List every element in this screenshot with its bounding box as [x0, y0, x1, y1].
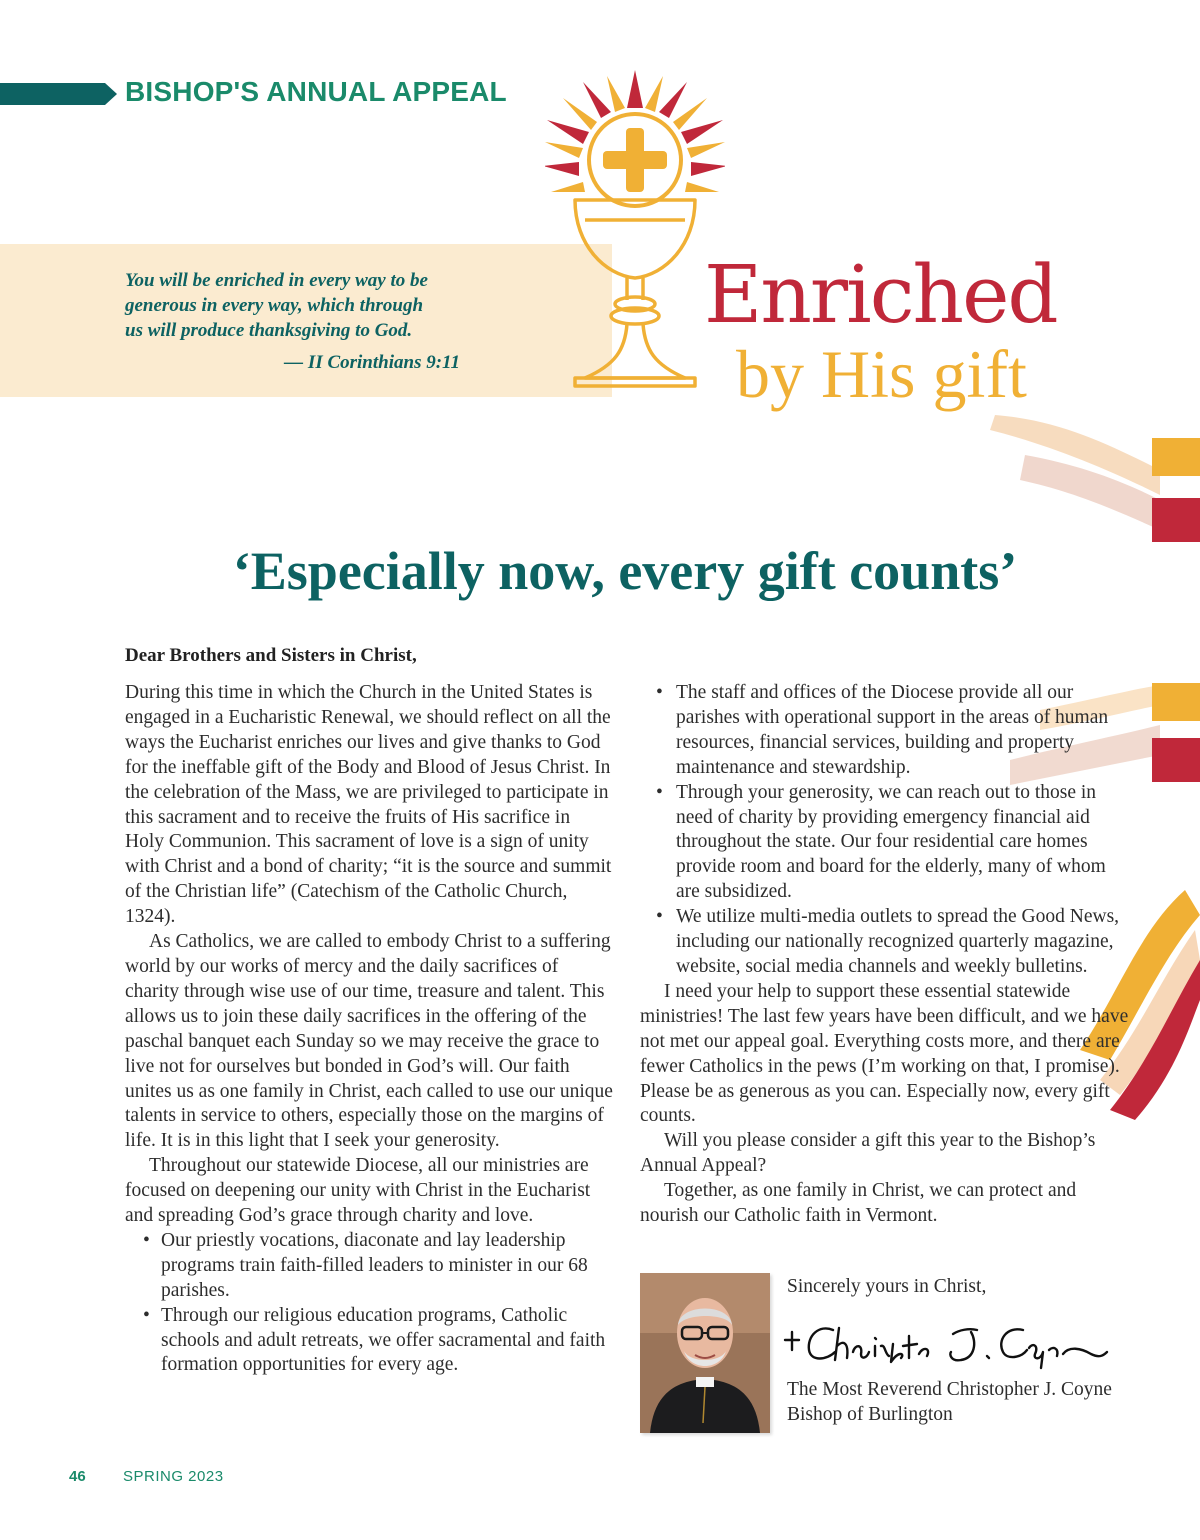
quote-line: You will be enriched in every way to be [125, 270, 428, 291]
signer-name: The Most Reverend Christopher J. Coyne [787, 1379, 1112, 1400]
section-arrow-bar [0, 83, 120, 105]
letter-salutation: Dear Brothers and Sisters in Christ, [125, 645, 417, 666]
feature-title-enriched: Enriched [704, 248, 1057, 341]
portrait-illustration [640, 1273, 770, 1433]
letter-column-right [640, 681, 1132, 1229]
ministries-list [640, 681, 1132, 980]
bishop-portrait [640, 1273, 770, 1433]
list-item: • Through our religious education programs, Catholic schools and adult retreats, we offer sacramental and faith formation opportunities for every age. [125, 1304, 613, 1379]
letter-paragraph: As Catholics, we are called to embody Christ to a suffering world by our works of mercy and the daily sacrifices of charity through wise use of our time, treasure and talent. This allows us to join these daily sacrifices in the offering of the paschal banquet each Sunday so we may receive the grace to live not for ourselves but bonded in God’s will. Our faith unites us as one family in Christ, each called to use our unique talents in service to others, especially those on the margins of life. It is in this light that I seek your generosity. [125, 931, 613, 1152]
section-label: BISHOP'S ANNUAL APPEAL [125, 76, 507, 107]
page-number: 46 [69, 1468, 86, 1485]
feature-title-subtitle: by His gift [736, 336, 1027, 412]
signature [781, 1318, 1111, 1370]
list-item: • Our priestly vocations, diaconate and lay leadership programs train faith-filled leaders to minister in our 68 parishes. [125, 1229, 613, 1304]
scripture-quote [125, 268, 485, 343]
chalice-host-icon [545, 60, 725, 410]
signer-title: Bishop of Burlington [787, 1404, 953, 1425]
list-item: • We utilize multi-media outlets to spread the Good News, including our nationally recognized quarterly magazine, website, social media channels and weekly bulletins. [640, 905, 1132, 980]
letter-paragraph: Together, as one family in Christ, we can protect and nourish our Catholic faith in Vermont. [640, 1180, 1077, 1227]
sign-off: Sincerely yours in Christ, [787, 1276, 987, 1297]
letter-paragraph: Throughout our statewide Diocese, all our ministries are focused on deepening our unity with Christ in the Eucharist and spreading God’s grace through charity and love. [125, 1155, 591, 1227]
ministries-list [125, 1229, 613, 1378]
list-item: • The staff and offices of the Diocese provide all our parishes with operational support in the areas of human resources, financial services, building and property maintenance and stewardship. [640, 681, 1132, 781]
letter-column-left [125, 681, 613, 1378]
issue-label: SPRING 2023 [123, 1468, 224, 1485]
list-item: • Through your generosity, we can reach out to those in need of charity by providing emergency financial aid throughout the state. Our four residential care homes provide room and board for the elderly, many of whom are subsidized. [640, 781, 1132, 906]
quote-citation: — II Corinthians 9:11 [284, 352, 460, 373]
quote-line: us will produce thanksgiving to God. [125, 320, 413, 341]
letter-paragraph: Will you please consider a gift this year to the Bishop’s Annual Appeal? [640, 1130, 1096, 1177]
letter-paragraph: I need your help to support these essential statewide ministries! The last few years have been difficult, and we have not met our appeal goal. Everything costs more, and there are fewer Catholics in the pews (I’m working on that, I promise). Please be as generous as you can. Especially now, every gift counts. [640, 980, 1129, 1127]
article-headline: ‘Especially now, every gift counts’ [232, 541, 1018, 601]
letter-paragraph: During this time in which the Church in the United States is engaged in a Eucharistic Renewal, we should reflect on all the ways the Eucharist enriches our lives and give thanks to God for the ineffable gift of the Body and Blood of Jesus Christ. In the celebration of the Mass, we are privileged to participate in this sacrament and to receive the fruits of His sacrifice in Holy Communion. This sacrament of love is a sign of unity with Christ and a bond of charity; “it is the source and summit of the Christian life” (Catechism of the Catholic Church, 1324). [125, 682, 612, 928]
quote-line: generous in every way, which through [125, 295, 424, 316]
